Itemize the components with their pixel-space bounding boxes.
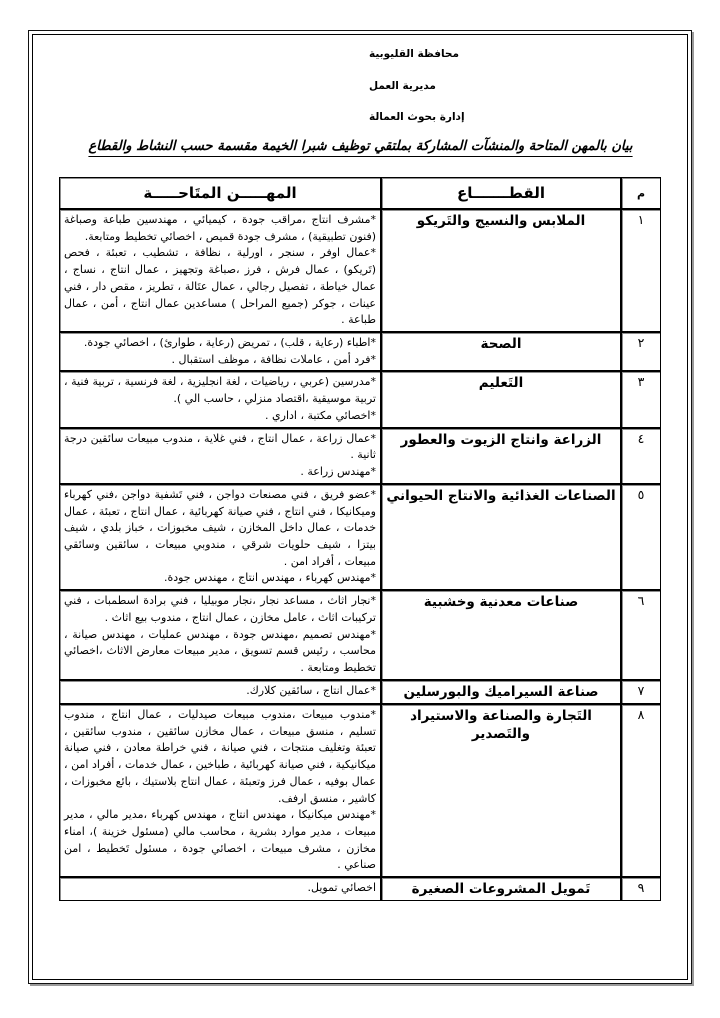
profession-paragraph: *عضو فريق ، فني مصنعات دواجن ، فني تَشفية دواجن ،فني كهرباء وميكانيكا ، فني انتاج ، فني صيانة كهربائية ، عمال انتاج ، تعبئة ، عمال خدمات ، عمال داخل المخازن ، شيف مخبوزات ، خباز بلدي ، شيف بيتزا ، شيف حلويات شرقي ، مندوبي مبيعات ، سائقين وسائقي مبيعات ، أفراد امن .	[64, 487, 376, 568]
table-row	[59, 590, 661, 680]
row-professions	[59, 209, 381, 332]
profession-paragraph: *مهندس ميكانيكا ، مهندس انتاج ، مهندس كهرباء ،مدير مالي ، مدير مبيعات ، مدير موارد بشرية ، محاسب مالي (مسئول خزينة )، امناء مخازن ، مشرف مبيعات ، اخصائي جودة ، مسئول تَخطيط ، امن صناعي .	[64, 808, 376, 872]
profession-paragraph: *مهندس زراعة .	[300, 465, 376, 479]
jobs-table-wrap	[59, 177, 661, 901]
row-professions	[59, 371, 381, 427]
profession-paragraph: *مشرف انتاج ،مراقب جودة ، كيميائي ، مهندسين طباعة وصباغة (فنون تطبيقية) ، مشرف جودة قميص ، اخصائي تخطيط ومتابعة.	[64, 213, 376, 243]
row-sector: التَجارة والصناعة والاستيراد والتَصدير	[381, 704, 621, 877]
row-number: ٩	[621, 877, 661, 901]
row-professions	[59, 428, 381, 484]
table-row	[59, 680, 661, 704]
row-sector: الصناعات الغذائية والانتاج الحيواني	[381, 484, 621, 590]
profession-paragraph: *اخصائي مكتبة ، اداري .	[265, 408, 376, 422]
row-sector: صناعة السيراميك والبورسلين	[381, 680, 621, 704]
row-professions	[59, 680, 381, 704]
row-number: ٥	[621, 484, 661, 590]
column-header-professions: المهـــــن المتَاحـــــة	[59, 177, 381, 209]
row-professions	[59, 590, 381, 680]
row-sector: التَعليم	[381, 371, 621, 427]
table-row	[59, 209, 661, 332]
profession-paragraph: اخصائي تمويل.	[307, 881, 376, 895]
profession-paragraph: *عمال اوفر ، سنجر ، اورلية ، نظافة ، تشطيب ، تعبئة ، فحص (تَريكو) ، عمال فرش ، فرز ،صباغة وتجهيز ، عمال انتاج ، نساج ، عمال خياطة ، تفصيل رجالي ، عمال عتَالة ، تطريز ، مقص دار ، فني عينات ، جوكر (جميع المراحل ) مساعدين عمال انتاج ، أمن ، عمال طباعة .	[64, 246, 376, 327]
row-number: ٣	[621, 371, 661, 427]
profession-paragraph: *عمال انتاج ، سائقين كلارك.	[246, 683, 376, 697]
row-sector: الملابس والنسيج والتَريكو	[381, 209, 621, 332]
jobs-table	[59, 177, 661, 901]
row-professions	[59, 704, 381, 877]
row-professions	[59, 877, 381, 901]
row-sector: الزراعة وانتاج الزيوت والعطور	[381, 428, 621, 484]
letterhead-line-department: إدارة بحوث العمالة	[369, 111, 465, 123]
column-header-sector: القطـــــــاع	[381, 177, 621, 209]
row-professions	[59, 332, 381, 371]
letterhead-line-directorate: مديرية العمل	[369, 79, 436, 92]
table-row	[59, 877, 661, 901]
table-header-row	[59, 177, 661, 209]
row-number: ٨	[621, 704, 661, 877]
table-row	[59, 484, 661, 590]
row-number: ١	[621, 209, 661, 332]
letterhead-line-governorate: محافظة القليوبية	[369, 48, 459, 60]
profession-paragraph: *نجار اثاث ، مساعد نجار ،نجار موبيليا ، فني برادة اسطمبات ، فني تركيبات اثاث ، عامل مخازن ، عمال انتاج ، مندوب بيع اثاث .	[64, 594, 376, 624]
profession-paragraph: *مهندس تصميم ،مهندس جودة ، مهندس عمليات ، مهندس صيانة ، محاسب ، رئيس قسم تسويق ، مدير مبيعات معارض الاثاث ،اخصائي تخطيط ومتابعة .	[64, 627, 376, 674]
column-header-number: م	[621, 177, 661, 209]
table-row	[59, 371, 661, 427]
row-sector: الصحة	[381, 332, 621, 371]
row-professions	[59, 484, 381, 590]
row-number: ٦	[621, 590, 661, 680]
page-title: بيان بالمهن المتاحة والمنشآت المشاركة بملتقي توظيف شبرا الخيمة مقسمة حسب النشاط والقطاع	[88, 138, 632, 157]
row-number: ٢	[621, 332, 661, 371]
table-row	[59, 704, 661, 877]
profession-paragraph: *عمال زراعة ، عمال انتاج ، فني غلاية ، مندوب مبيعات سائقين درجة ثانية .	[64, 431, 376, 462]
profession-paragraph: *مهندس كهرباء ، مهندس انتاج ، مهندس جودة.	[163, 571, 376, 585]
profession-paragraph: *مندوب مبيعات ،مندوب مبيعات صيدليات ، عمال انتاج ، مندوب تسليم ، منسق مبيعات ، عمال مخازن سائقين ، مندوب سائقين ، تعبئة وتغليف منتجات ، فني صيانة ، فني خراطة معادن ، فني صيانة ميكانيكية ، فني صيانة كهربائية ، طباخين ، عمال خدمات ، أفراد امن ، عمال بوفيه ، عمال فرز وتعبئة ، عمال انتاج بلاستيك ، بائع مخبوزات ، كاشير ، منسق ارفف.	[64, 707, 376, 805]
profession-paragraph: *فرد أمن ، عاملات نظافة ، موظف استقبال .	[171, 352, 376, 366]
document-title-wrap	[29, 135, 691, 157]
row-sector: تَمويل المشروعات الصغيرة	[381, 877, 621, 901]
row-number: ٧	[621, 680, 661, 704]
letterhead	[369, 49, 669, 144]
page-frame	[28, 30, 692, 984]
row-number: ٤	[621, 428, 661, 484]
profession-paragraph: *اطباء (رعاية ، قلب) ، تمريض (رعاية ، طوارئ) ، اخصائي جودة.	[83, 336, 376, 350]
profession-paragraph: *مدرسين (عربي ، رياضيات ، لغة انجليزية ، لغة فرنسية ، تربية فنية ، تربية موسيقية ،اقتصاد منزلي ، حاسب الي ).	[64, 375, 376, 406]
row-sector: صناعات معدنية وخشبية	[381, 590, 621, 680]
table-row	[59, 428, 661, 484]
table-row	[59, 332, 661, 371]
